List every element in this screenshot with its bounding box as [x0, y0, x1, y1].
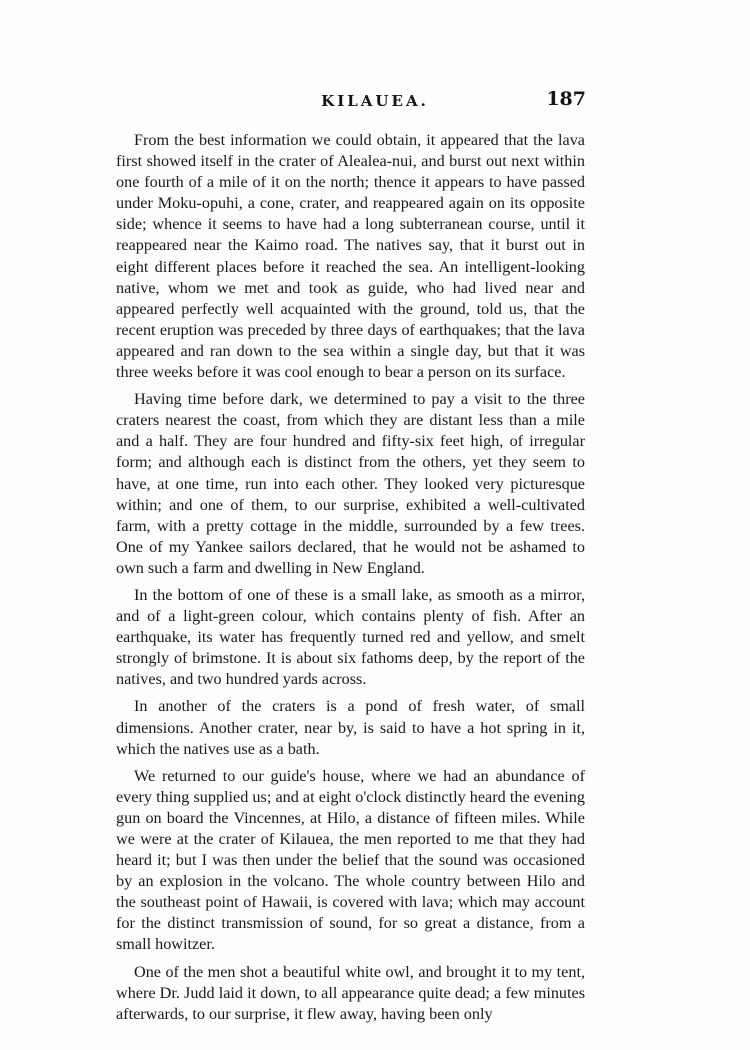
- paragraph: Having time before dark, we determined to pay a visit to the three craters nearest the coast, from which they are distant less than a mile and a half. They are four hundred and fifty-six feet high, of irregular form; and although each is distinct from the others, yet they seem to have, at one time, run into each other. They looked very picturesque within; and one of them, to our surprise, exhibited a well-cultivated farm, with a pretty cottage in the middle, surrounded by a few trees. One of my Yankee sailors declared, that he would not be ashamed to own such a farm and dwelling in New England.: [116, 390, 585, 577]
- running-head: [0, 88, 750, 122]
- running-title: KILAUEA.: [321, 92, 429, 110]
- paragraph: We returned to our guide's house, where we had an abundance of every thing supplied us; and at eight o'clock distinctly heard the evening gun on board the Vincennes, at Hilo, a distance of fifteen miles. While we were at the crater of Kilauea, the men reported to me that they had heard it; but I was then under the belief that the sound was occasioned by an explosion in the volcano. The whole country between Hilo and the southeast point of Hawaii, is covered with lava; which may account for the distinct transmission of sound, for so great a distance, from a small howitzer.: [116, 766, 585, 954]
- paragraph: In the bottom of one of these is a small lake, as smooth as a mirror, and of a light-green colour, which contains plenty of fish. After an earthquake, its water has frequently turned red and yellow, and smelt strongly of brimstone. It is about six fathoms deep, by the report of the natives, and two hundred yards across.: [116, 585, 585, 689]
- paragraph: From the best information we could obtain, it appeared that the lava first showed itself in the crater of Alealea-nui, and burst out next within one fourth of a mile of it on the north; thence it appears to have passed under Moku-opuhi, a cone, crater, and reappeared again on its opposite side; whence it seems to have had a long subterranean course, until it reappeared near the Kaimo road. The natives say, that it burst out in eight different places before it reached the sea. An intelligent-looking native, whom we met and took as guide, who had lived near and appeared perfectly well acquainted with the ground, told us, that the recent eruption was preceded by three days of earthquakes; that the lava appeared and ran down to the sea within a single day, but that it was three weeks before it was cool enough to bear a person on its surface.: [116, 131, 585, 382]
- page-number: 187: [546, 88, 586, 110]
- paragraph: One of the men shot a beautiful white owl, and brought it to my tent, where Dr. Judd laid it down, to all appearance quite dead; a few minutes afterwards, to our surprise, it flew away, having been only: [116, 962, 585, 1023]
- paragraph: In another of the craters is a pond of fresh water, of small dimensions. Another crater, near by, is said to have a hot spring in it, which the natives use as a bath.: [116, 697, 585, 758]
- body-text: [116, 130, 585, 1031]
